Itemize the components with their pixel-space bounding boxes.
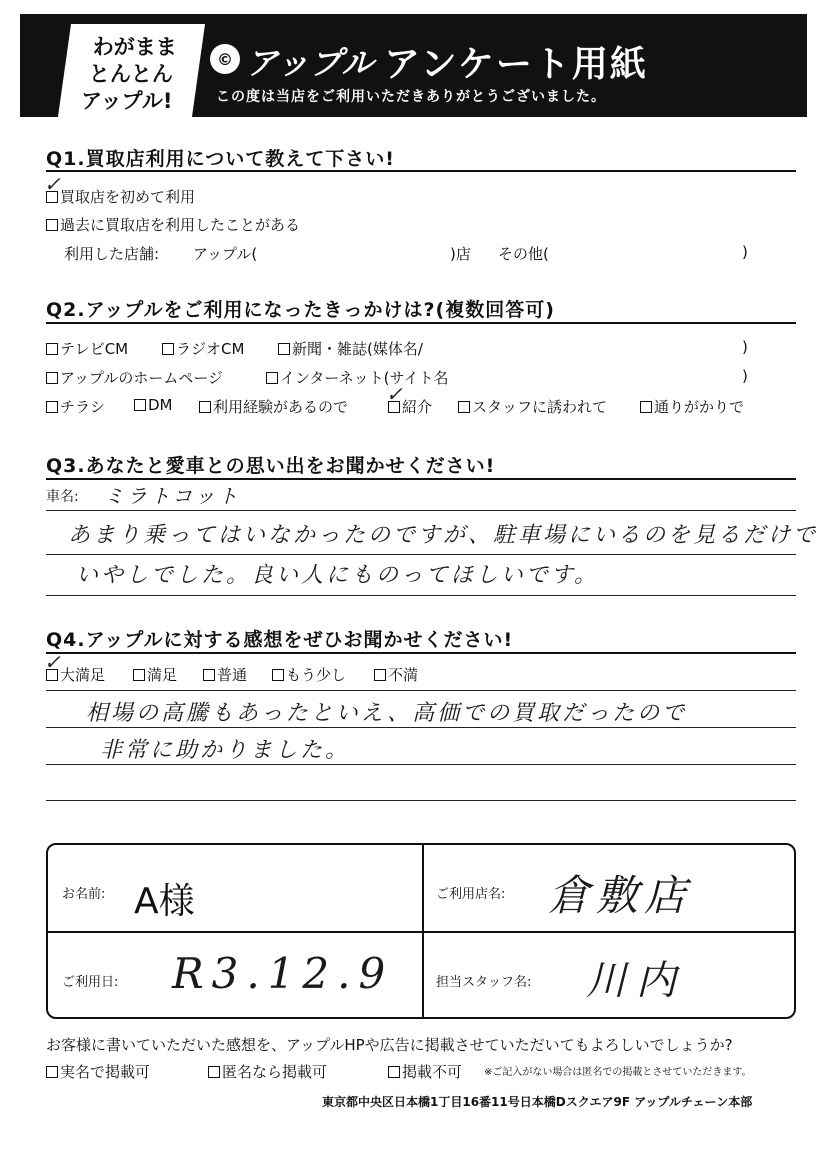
q4-answer-line-2[interactable]: 非常に助かりました。 <box>100 738 351 763</box>
checkbox-icon <box>199 401 211 413</box>
checkmark-icon: ✓ <box>44 650 61 674</box>
q2-option-experience[interactable] <box>199 396 348 417</box>
checkmark-icon: ✓ <box>386 382 403 406</box>
q4-line <box>46 800 796 801</box>
q2-close-paren: ) <box>742 338 748 356</box>
q4-option-label: もう少し <box>286 666 347 684</box>
store-name-label: ご利用店名: <box>436 887 506 902</box>
car-name-label: 車名: <box>46 489 79 505</box>
q2-option-label: 紹介 <box>402 398 433 416</box>
q4-line <box>46 690 796 691</box>
checkbox-icon <box>46 219 58 231</box>
q2-option-label: ラジオCM <box>176 340 245 358</box>
q1-option-label: 過去に買取店を利用したことがある <box>60 216 301 234</box>
q4-option-label: 満足 <box>147 666 178 684</box>
q4-option-label: 大満足 <box>60 666 106 684</box>
checkbox-icon <box>208 1066 220 1078</box>
checkbox-icon <box>133 669 145 681</box>
checkbox-icon <box>266 372 278 384</box>
q1-store-suffix: )店 <box>450 245 471 263</box>
q4-option-label: 不満 <box>388 666 419 684</box>
q2-option-dm[interactable] <box>134 396 173 414</box>
name-label: お名前: <box>62 887 106 902</box>
checkbox-icon <box>458 401 470 413</box>
q2-option-flyer[interactable] <box>46 396 105 417</box>
permission-option-real-name[interactable] <box>46 1061 150 1082</box>
checkbox-icon <box>278 343 290 355</box>
q1-title: Q1.買取店利用について教えて下さい! <box>46 148 395 170</box>
permission-note: ※ご記入がない場合は匿名での掲載とさせていただきます。 <box>484 1067 752 1078</box>
q4-title: Q4.アップルに対する感想をぜひお聞かせください! <box>46 629 514 651</box>
q1-rule <box>46 170 796 172</box>
q3-title: Q3.あなたと愛車との思い出をお聞かせください! <box>46 455 496 477</box>
q2-option-label: スタッフに誘われて <box>472 398 608 416</box>
permission-option-anonymous[interactable] <box>208 1061 327 1082</box>
permission-option-label: 掲載不可 <box>402 1063 463 1081</box>
checkbox-icon <box>46 372 58 384</box>
slogan-line-3: アップル! <box>81 88 173 113</box>
q2-option-label: テレビCM <box>60 340 129 358</box>
q2-option-label: チラシ <box>60 398 106 416</box>
checkmark-icon: ✓ <box>44 172 61 196</box>
q2-option-tv[interactable] <box>46 338 128 359</box>
q2-option-homepage[interactable] <box>46 367 223 388</box>
car-name-value[interactable]: ミラトコット <box>104 484 241 508</box>
q4-option-label: 普通 <box>217 666 248 684</box>
q2-option-radio[interactable] <box>162 338 244 359</box>
q3-line <box>46 595 796 596</box>
page-title: アンケート用紙 <box>384 44 648 85</box>
customer-info-table <box>46 843 796 1019</box>
q3-line <box>46 510 796 511</box>
checkbox-icon <box>134 399 146 411</box>
q1-option-past-use[interactable] <box>46 214 300 235</box>
q2-rule <box>46 322 796 324</box>
checkbox-icon <box>272 669 284 681</box>
q2-option-passing[interactable] <box>640 396 744 417</box>
company-address: 東京都中央区日本橋1丁目16番11号日本橋Dスクエア9F アップルチェーン本部 <box>322 1095 753 1109</box>
q1-store-other: その他( <box>498 245 549 263</box>
staff-name-value[interactable]: 川内 <box>586 958 686 1004</box>
checkbox-icon <box>162 343 174 355</box>
checkbox-icon <box>46 1066 58 1078</box>
q1-store-other-close: ) <box>742 243 748 261</box>
checkbox-icon <box>640 401 652 413</box>
name-value[interactable]: A様 <box>134 881 195 922</box>
q1-option-label: 買取店を初めて利用 <box>60 188 196 206</box>
slogan-badge <box>57 24 205 124</box>
q1-store-label: 利用した店舗: <box>64 245 160 263</box>
permission-option-no[interactable] <box>388 1061 462 1082</box>
q3-answer-line-2[interactable]: いやしでした。良い人にものってほしいです。 <box>76 563 600 588</box>
checkbox-icon <box>46 343 58 355</box>
brand-logo: アップル <box>246 44 375 82</box>
q4-line <box>46 727 796 728</box>
q4-option-dissatisfied[interactable] <box>374 664 418 685</box>
slogan-line-2: とんとん <box>89 61 173 86</box>
publish-permission-question: お客様に書いていただいた感想を、アップルHPや広告に掲載させていただいてもよろしいでしょうか? <box>46 1036 733 1054</box>
staff-name-label: 担当スタッフ名: <box>436 975 532 990</box>
header-banner <box>20 14 807 117</box>
q2-option-staff[interactable] <box>458 396 607 417</box>
q4-option-not-quite[interactable] <box>272 664 346 685</box>
checkbox-icon <box>388 1066 400 1078</box>
permission-option-label: 匿名なら掲載可 <box>222 1063 328 1081</box>
q2-option-newspaper[interactable] <box>278 338 423 359</box>
q2-option-label: DM <box>148 396 173 414</box>
checkbox-icon <box>203 669 215 681</box>
q1-option-first-time[interactable] <box>46 186 195 207</box>
store-name-value[interactable]: 倉敷店 <box>548 871 693 920</box>
q4-answer-line-1[interactable]: 相場の高騰もあったといえ、高価での買取だったので <box>86 701 688 726</box>
q4-option-normal[interactable] <box>203 664 247 685</box>
q3-line <box>46 554 796 555</box>
permission-option-label: 実名で掲載可 <box>60 1063 151 1081</box>
q4-rule <box>46 652 796 654</box>
q2-close-paren: ) <box>742 367 748 385</box>
checkbox-icon <box>46 401 58 413</box>
q4-option-satisfied[interactable] <box>133 664 177 685</box>
q2-option-label: インターネット(サイト名 <box>280 369 449 387</box>
date-label: ご利用日: <box>62 975 119 990</box>
q2-option-label: 新聞・雑誌(媒体名/ <box>292 340 423 358</box>
table-divider <box>48 931 794 933</box>
q2-title: Q2.アップルをご利用になったきっかけは?(複数回答可) <box>46 299 555 321</box>
q4-line <box>46 764 796 765</box>
checkbox-icon <box>374 669 386 681</box>
q2-option-internet[interactable] <box>266 367 448 388</box>
q2-option-label: アップルのホームページ <box>60 369 224 387</box>
apple-logo-icon: © <box>210 44 240 74</box>
q2-option-label: 利用経験があるので <box>213 398 349 416</box>
thanks-message: この度は当店をご利用いただきありがとうございました。 <box>216 89 606 105</box>
q3-answer-line-1[interactable]: あまり乗ってはいなかったのですが、駐車場にいるのを見るだけで <box>68 523 819 548</box>
q2-option-label: 通りがかりで <box>654 398 745 416</box>
q1-store-apple: アップル( <box>193 245 258 263</box>
slogan-line-1: わがまま <box>92 34 177 59</box>
date-value[interactable]: R3.12.9 <box>172 949 394 998</box>
